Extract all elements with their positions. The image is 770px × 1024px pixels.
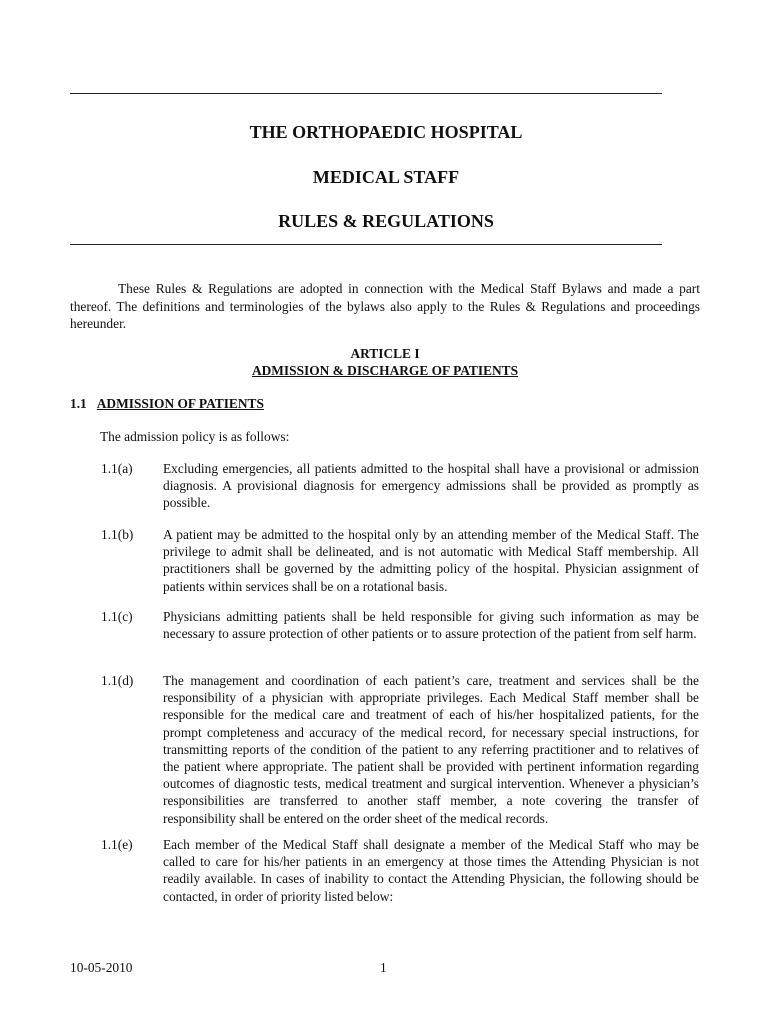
clause-text: Excluding emergencies, all patients admitted to the hospital shall have a provisional or admission diagnosis. A provisional diagnosis for emergency admissions shall be provided as promptly as possible. xyxy=(163,461,699,511)
clause-text: A patient may be admitted to the hospital only by an attending member of the Medical Staff. The privilege to admit shall be delineated, and is not automatic with Medical Staff membership. All practitioners shall be governed by the admitting policy of the hospital. Physician assignment of patients within services shall be on a rotational basis. xyxy=(163,527,699,594)
section-heading xyxy=(70,395,264,412)
bottom-rule xyxy=(70,244,662,245)
top-rule xyxy=(70,93,662,94)
medical-staff-title: MEDICAL STAFF xyxy=(312,167,460,187)
clause-text: The management and coordination of each patient’s care, treatment and services shall be the responsibility of a physician with appropriate privileges. Each Medical Staff member shall be responsible for the medical care and treatment of each of his/her hospitalized patients, for the prompt completeness and accuracy of the medical record, for necessary special instructions, for transmitting reports of the condition of the patient to any referring practitioner and to relatives of the patient where appropriate. The patient shall be provided with pertinent information regarding outcomes of diagnostic tests, medical treatment and surgical intervention. Whenever a physician’s responsibilities are transferred to another staff member, a note covering the transfer of responsibility shall be entered on the order sheet of the medical records. xyxy=(163,673,699,826)
clause-label: 1.1(e) xyxy=(101,837,133,852)
section-title: ADMISSION OF PATIENTS xyxy=(96,396,264,411)
clause-d xyxy=(101,672,699,827)
clause-label: 1.1(d) xyxy=(101,673,134,688)
page-number: 1 xyxy=(380,960,387,975)
hospital-title: THE ORTHOPAEDIC HOSPITAL xyxy=(249,122,523,142)
clause-label: 1.1(c) xyxy=(101,609,133,624)
section-number: 1.1 xyxy=(70,396,87,411)
clause-label: 1.1(a) xyxy=(101,461,133,476)
intro-paragraph xyxy=(70,280,700,333)
article-number xyxy=(70,345,700,362)
clause-label: 1.1(b) xyxy=(101,527,134,542)
clause-text: Physicians admitting patients shall be held responsible for giving such information as may be necessary to assure protection of other patients or to assure protection of the patient from self harm. xyxy=(163,609,699,642)
article-heading xyxy=(70,362,700,379)
policy-statement: The admission policy is as follows: xyxy=(100,429,290,444)
intro-text: These Rules & Regulations are adopted in connection with the Medical Staff Bylaws and made a part thereof. The definitions and terminologies of the bylaws also apply to the Rules & Regulations and proceedings hereunder. xyxy=(70,281,700,331)
clause-c xyxy=(101,608,699,642)
clause-text: Each member of the Medical Staff shall designate a member of the Medical Staff who may be called to care for his/her patients in an emergency at those times the Attending Physician is not readily available. In cases of inability to contact the Attending Physician, the following should be contacted, in order of priority listed below: xyxy=(163,837,699,904)
article-title: ADMISSION & DISCHARGE OF PATIENTS xyxy=(251,363,519,378)
article-number-text: ARTICLE I xyxy=(350,346,420,361)
clause-b xyxy=(101,526,699,595)
rules-title: RULES & REGULATIONS xyxy=(278,211,494,231)
clause-a xyxy=(101,460,699,512)
footer-date: 10-05-2010 xyxy=(70,960,133,975)
clause-e xyxy=(101,836,699,905)
